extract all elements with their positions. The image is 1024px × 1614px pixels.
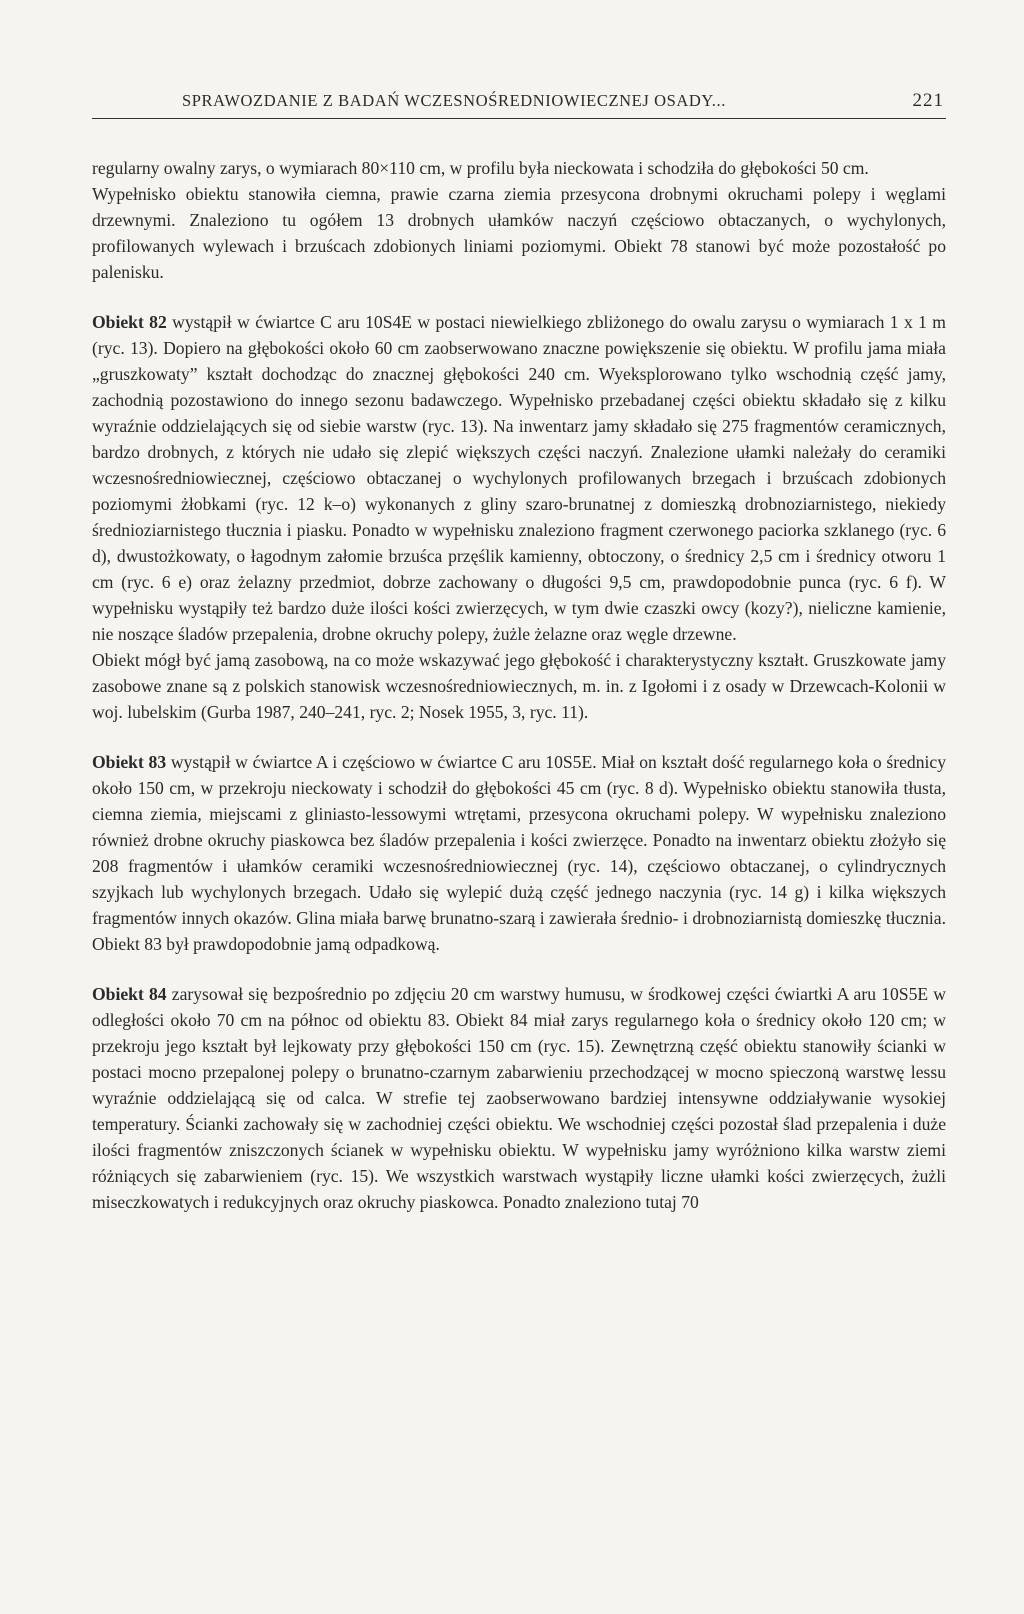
paragraph-object-82 bbox=[92, 309, 946, 647]
object-label: Obiekt 84 bbox=[92, 984, 167, 1004]
paragraph-text: Wypełnisko obiektu stanowiła ciemna, prawie czarna ziemia przesycona drobnymi okruchami polepy i węglami drzewnymi. Znaleziono tu ogółem 13 drobnych ułamków naczyń częściowo obtaczanych, o wychylonych, profilowanych wylewach i brzuścach zdobionych liniami poziomymi. Obiekt 78 stanowi być może pozostałość po palenisku. bbox=[92, 184, 946, 282]
page-number: 221 bbox=[912, 90, 944, 111]
paragraph-object-78-fill bbox=[92, 181, 946, 285]
object-label: Obiekt 82 bbox=[92, 312, 167, 332]
paragraph-object-83 bbox=[92, 749, 946, 957]
paragraph-continuation bbox=[92, 155, 946, 181]
paragraph-text: wystąpił w ćwiartce C aru 10S4E w postaci niewielkiego zbliżonego do owalu zarysu o wymiarach 1 x 1 m (ryc. 13). Dopiero na głębokości około 60 cm zaobserwowano znaczne powiększenie się obiektu. W profilu jama miała „gruszkowaty” kształt dochodząc do znacznej głębokości 240 cm. Wyeksplorowano tylko wschodnią część jamy, zachodnią pozostawiono do innego sezonu badawczego. Wypełnisko przebadanej części obiektu składało się z kilku wyraźnie oddzielających się od siebie warstw (ryc. 13). Na inwentarz jamy składało się 275 fragmentów ceramicznych, bardzo drobnych, z których nie udało się zlepić większych części naczyń. Znalezione ułamki należały do ceramiki wczesnośredniowiecznej, częściowo obtaczanej o wychylonych profilowanych brzegach i brzuścach zdobionych poziomymi żłobkami (ryc. 12 k–o) wykonanych z gliny szaro-brunatnej z domieszką drobnoziarnistego, niekiedy średnioziarnistego tłucznia i piasku. Ponadto w wypełnisku znaleziono fragment czerwonego paciorka szklanego (ryc. 6 d), dwustożkowaty, o łagodnym załomie brzuśca przęślik kamienny, obtoczony, o średnicy 2,5 cm i średnicy otworu 1 cm (ryc. 6 e) oraz żelazny przedmiot, dobrze zachowany o długości 9,5 cm, prawdopodobnie punca (ryc. 6 f). W wypełnisku wystąpiły też bardzo duże ilości kości zwierzęcych, w tym dwie czaszki owcy (kozy?), nieliczne kamienie, nie noszące śladów przepalenia, drobne okruchy polepy, żużle żelazne oraz węgle drzewne. bbox=[92, 312, 946, 644]
page bbox=[92, 90, 946, 1215]
paragraph-text: zarysował się bezpośrednio po zdjęciu 20 cm warstwy humusu, w środkowej części ćwiartki A aru 10S5E w odległości około 70 cm na północ od obiektu 83. Obiekt 84 miał zarys regularnego koła o średnicy około 120 cm; w przekroju jego kształt był lejkowaty przy głębokości 150 cm (ryc. 15). Zewnętrzną część obiektu stanowiły ścianki w postaci mocno przepalonej polepy o brunatno-czarnym zabarwieniu przechodzącej w mocno spieczoną warstwę lessu wyraźnie oddzielającą się od calca. W strefie tej zaobserwowano bardziej intensywne oddziaływanie wysokiej temperatury. Ścianki zachowały się w zachodniej części obiektu. We wschodniej części pozostał ślad przepalenia i duże ilości fragmentów zniszczonych ścianek w wypełnisku obiektu. W wypełnisku jamy wyróżniono kilka warstw ziemi różniących się zabarwieniem (ryc. 15). We wszystkich warstwach wystąpiły liczne ułamki kości zwierzęcych, żużli miseczkowatych i redukcyjnych oraz okruchy piaskowca. Ponadto znaleziono tutaj 70 bbox=[92, 984, 946, 1212]
paragraph-text: wystąpił w ćwiartce A i częściowo w ćwiartce C aru 10S5E. Miał on kształt dość regularnego koła o średnicy około 150 cm, w przekroju nieckowaty i schodził do głębokości 45 cm (ryc. 8 d). Wypełnisko obiektu stanowiła tłusta, ciemna ziemia, miejscami z gliniasto-lessowymi wtrętami, przesycona okruchami polepy. W wypełnisku znaleziono również drobne okruchy piaskowca bez śladów przepalenia i kości zwierzęce. Ponadto na inwentarz obiektu złożyło się 208 fragmentów i ułamków ceramiki wczesnośredniowiecznej (ryc. 14), częściowo obtaczanej, o cylindrycznych szyjkach lub wychylonych brzegach. Udało się wylepić dużą część jednego naczynia (ryc. 14 g) i kilka większych fragmentów innych okazów. Glina miała barwę brunatno-szarą i zawierała średnio- i drobnoziarnistą domieszkę tłucznia. Obiekt 83 był prawdopodobnie jamą odpadkową. bbox=[92, 752, 946, 954]
paragraph-object-82-interpretation bbox=[92, 647, 946, 725]
body-text bbox=[92, 155, 946, 1215]
running-head bbox=[92, 90, 946, 119]
running-title: SPRAWOZDANIE Z BADAŃ WCZESNOŚREDNIOWIECZNEJ OSADY... bbox=[182, 91, 726, 110]
paragraph-object-84 bbox=[92, 981, 946, 1215]
paragraph-text: regularny owalny zarys, o wymiarach 80×110 cm, w profilu była nieckowata i schodziła do głębokości 50 cm. bbox=[92, 158, 869, 178]
object-label: Obiekt 83 bbox=[92, 752, 167, 772]
paragraph-text: Obiekt mógł być jamą zasobową, na co może wskazywać jego głębokość i charakterystyczny kształt. Gruszkowate jamy zasobowe znane są z polskich stanowisk wczesnośredniowiecznych, m. in. z Igołomi i z osady w Drzewcach-Kolonii w woj. lubelskim (Gurba 1987, 240–241, ryc. 2; Nosek 1955, 3, ryc. 11). bbox=[92, 650, 946, 722]
